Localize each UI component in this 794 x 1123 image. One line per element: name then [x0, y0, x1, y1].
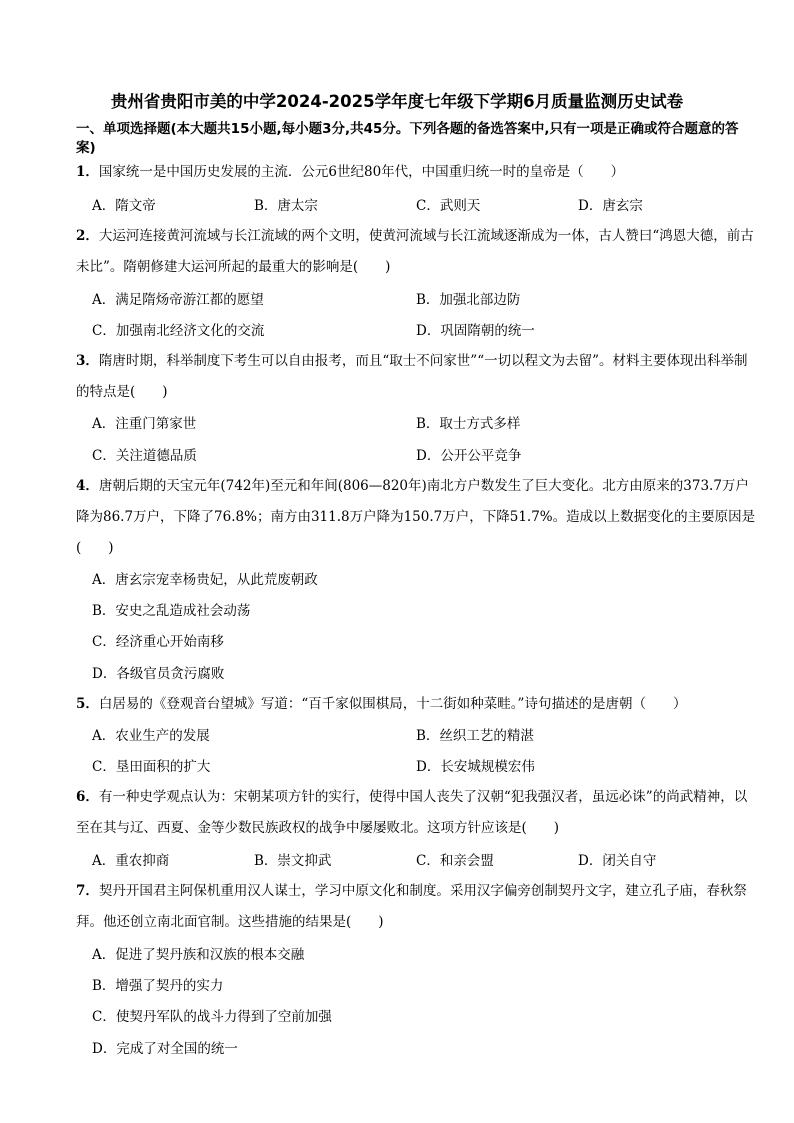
- question-3-options-row1: [92, 414, 752, 434]
- question-4: [76, 471, 756, 564]
- option-b[interactable]: B．加强北部边防: [416, 292, 521, 308]
- option-d[interactable]: D．各级官员贪污腐败: [92, 666, 225, 682]
- question-5-options-row1: [92, 726, 752, 746]
- question-5: [76, 689, 756, 720]
- question-6-options: [92, 851, 752, 871]
- question-2-options-row1: [92, 290, 752, 310]
- option-d[interactable]: D．巩固隋朝的统一: [416, 323, 535, 339]
- question-stem: 大运河连接黄河流域与长江流域的两个文明，使黄河流域与长江流域逐渐成为一体，古人赞曰“鸿恩大德，前古未比”。隋朝修建大运河所起的最重大的影响是( ): [76, 228, 754, 275]
- option-c[interactable]: C．加强南北经济文化的交流: [92, 323, 265, 339]
- question-2-options-row2: [92, 321, 752, 341]
- option-b[interactable]: B．增强了契丹的实力: [92, 978, 224, 994]
- option-c[interactable]: C．使契丹军队的战斗力得到了空前加强: [92, 1009, 332, 1025]
- question-stem: 隋唐时期，科举制度下考生可以自由报考，而且“取士不问家世”“一切以程文为去留”。材料主要体现出科举制的特点是( ): [76, 353, 748, 400]
- question-2: [76, 221, 756, 283]
- option-d[interactable]: D．闭关自守: [578, 853, 657, 869]
- option-c[interactable]: C．和亲会盟: [416, 853, 494, 869]
- question-number: 4．: [76, 478, 99, 494]
- option-a[interactable]: A．唐玄宗宠幸杨贵妃，从此荒废朝政: [92, 572, 318, 588]
- option-b[interactable]: B．崇文抑武: [254, 853, 332, 869]
- option-c[interactable]: C．武则天: [416, 198, 481, 214]
- question-stem: 国家统一是中国历史发展的主流．公元6世纪80年代，中国重归统一时的皇帝是（ ）: [98, 164, 625, 180]
- option-a[interactable]: A．促进了契丹族和汉族的根本交融: [92, 947, 305, 963]
- question-7: [76, 876, 756, 938]
- question-number: 2．: [76, 228, 99, 244]
- question-3-options-row2: [92, 446, 752, 466]
- option-d[interactable]: D．唐玄宗: [578, 198, 643, 214]
- question-1-options: [92, 196, 752, 216]
- option-c[interactable]: C．垦田面积的扩大: [92, 759, 211, 775]
- option-a[interactable]: A．注重门第家世: [92, 416, 197, 432]
- question-stem: 唐朝后期的天宝元年(742年)至元和年间(806—820年)南北方户数发生了巨大变化。北方由原来的373.7万户降为86.7万户，下降了76.8%；南方由311.8万户降为150.7万户，下降51.7%。造成以上数据变化的主要原因是( ): [76, 478, 756, 556]
- option-a[interactable]: A．重农抑商: [92, 853, 170, 869]
- option-d[interactable]: D．公开公平竞争: [416, 448, 522, 464]
- option-a[interactable]: A．满足隋炀帝游江都的愿望: [92, 292, 264, 308]
- option-b[interactable]: B．丝织工艺的精湛: [416, 728, 534, 744]
- question-number: 5．: [76, 696, 99, 712]
- option-c[interactable]: C．关注道德品质: [92, 448, 197, 464]
- question-number: 7．: [76, 883, 99, 899]
- question-number: 6．: [76, 789, 99, 805]
- question-1: [76, 157, 756, 188]
- option-b[interactable]: B．唐太宗: [254, 198, 318, 214]
- question-5-options-row2: [92, 757, 752, 777]
- option-c[interactable]: C．经济重心开始南移: [92, 634, 224, 650]
- option-a[interactable]: A．农业生产的发展: [92, 728, 210, 744]
- question-stem: 有一种史学观点认为：宋朝某项方针的实行，使得中国人丧失了汉朝“犯我强汉者，虽远必诛”的尚武精神，以至在其与辽、西夏、金等少数民族政权的战争中屡屡败北。这项方针应该是( ): [76, 789, 748, 836]
- exam-title: 贵州省贵阳市美的中学2024-2025学年度七年级下学期6月质量监测历史试卷: [110, 92, 684, 111]
- option-d[interactable]: D．长安城规模宏伟: [416, 759, 535, 775]
- option-b[interactable]: B．取士方式多样: [416, 416, 521, 432]
- section-heading: 一、单项选择题(本大题共15小题,每小题3分,共45分。下列各题的备选答案中,只有一项是正确或符合题意的答案): [76, 121, 739, 156]
- option-b[interactable]: B．安史之乱造成社会动荡: [92, 603, 251, 619]
- question-3: [76, 346, 756, 408]
- question-number: 3．: [76, 353, 99, 369]
- option-a[interactable]: A．隋文帝: [92, 198, 156, 214]
- question-6: [76, 782, 756, 844]
- question-number: 1．: [76, 164, 99, 180]
- option-d[interactable]: D．完成了对全国的统一: [92, 1041, 238, 1057]
- question-stem: 契丹开国君主阿保机重用汉人谋士，学习中原文化和制度。采用汉字偏旁创制契丹文字，建立孔子庙，春秋祭拜。他还创立南北面官制。这些措施的结果是( ): [76, 883, 747, 930]
- question-stem: 白居易的《登观音台望城》写道：“百千家似围棋局，十二街如种菜畦。”诗句描述的是唐朝（ ）: [98, 696, 687, 712]
